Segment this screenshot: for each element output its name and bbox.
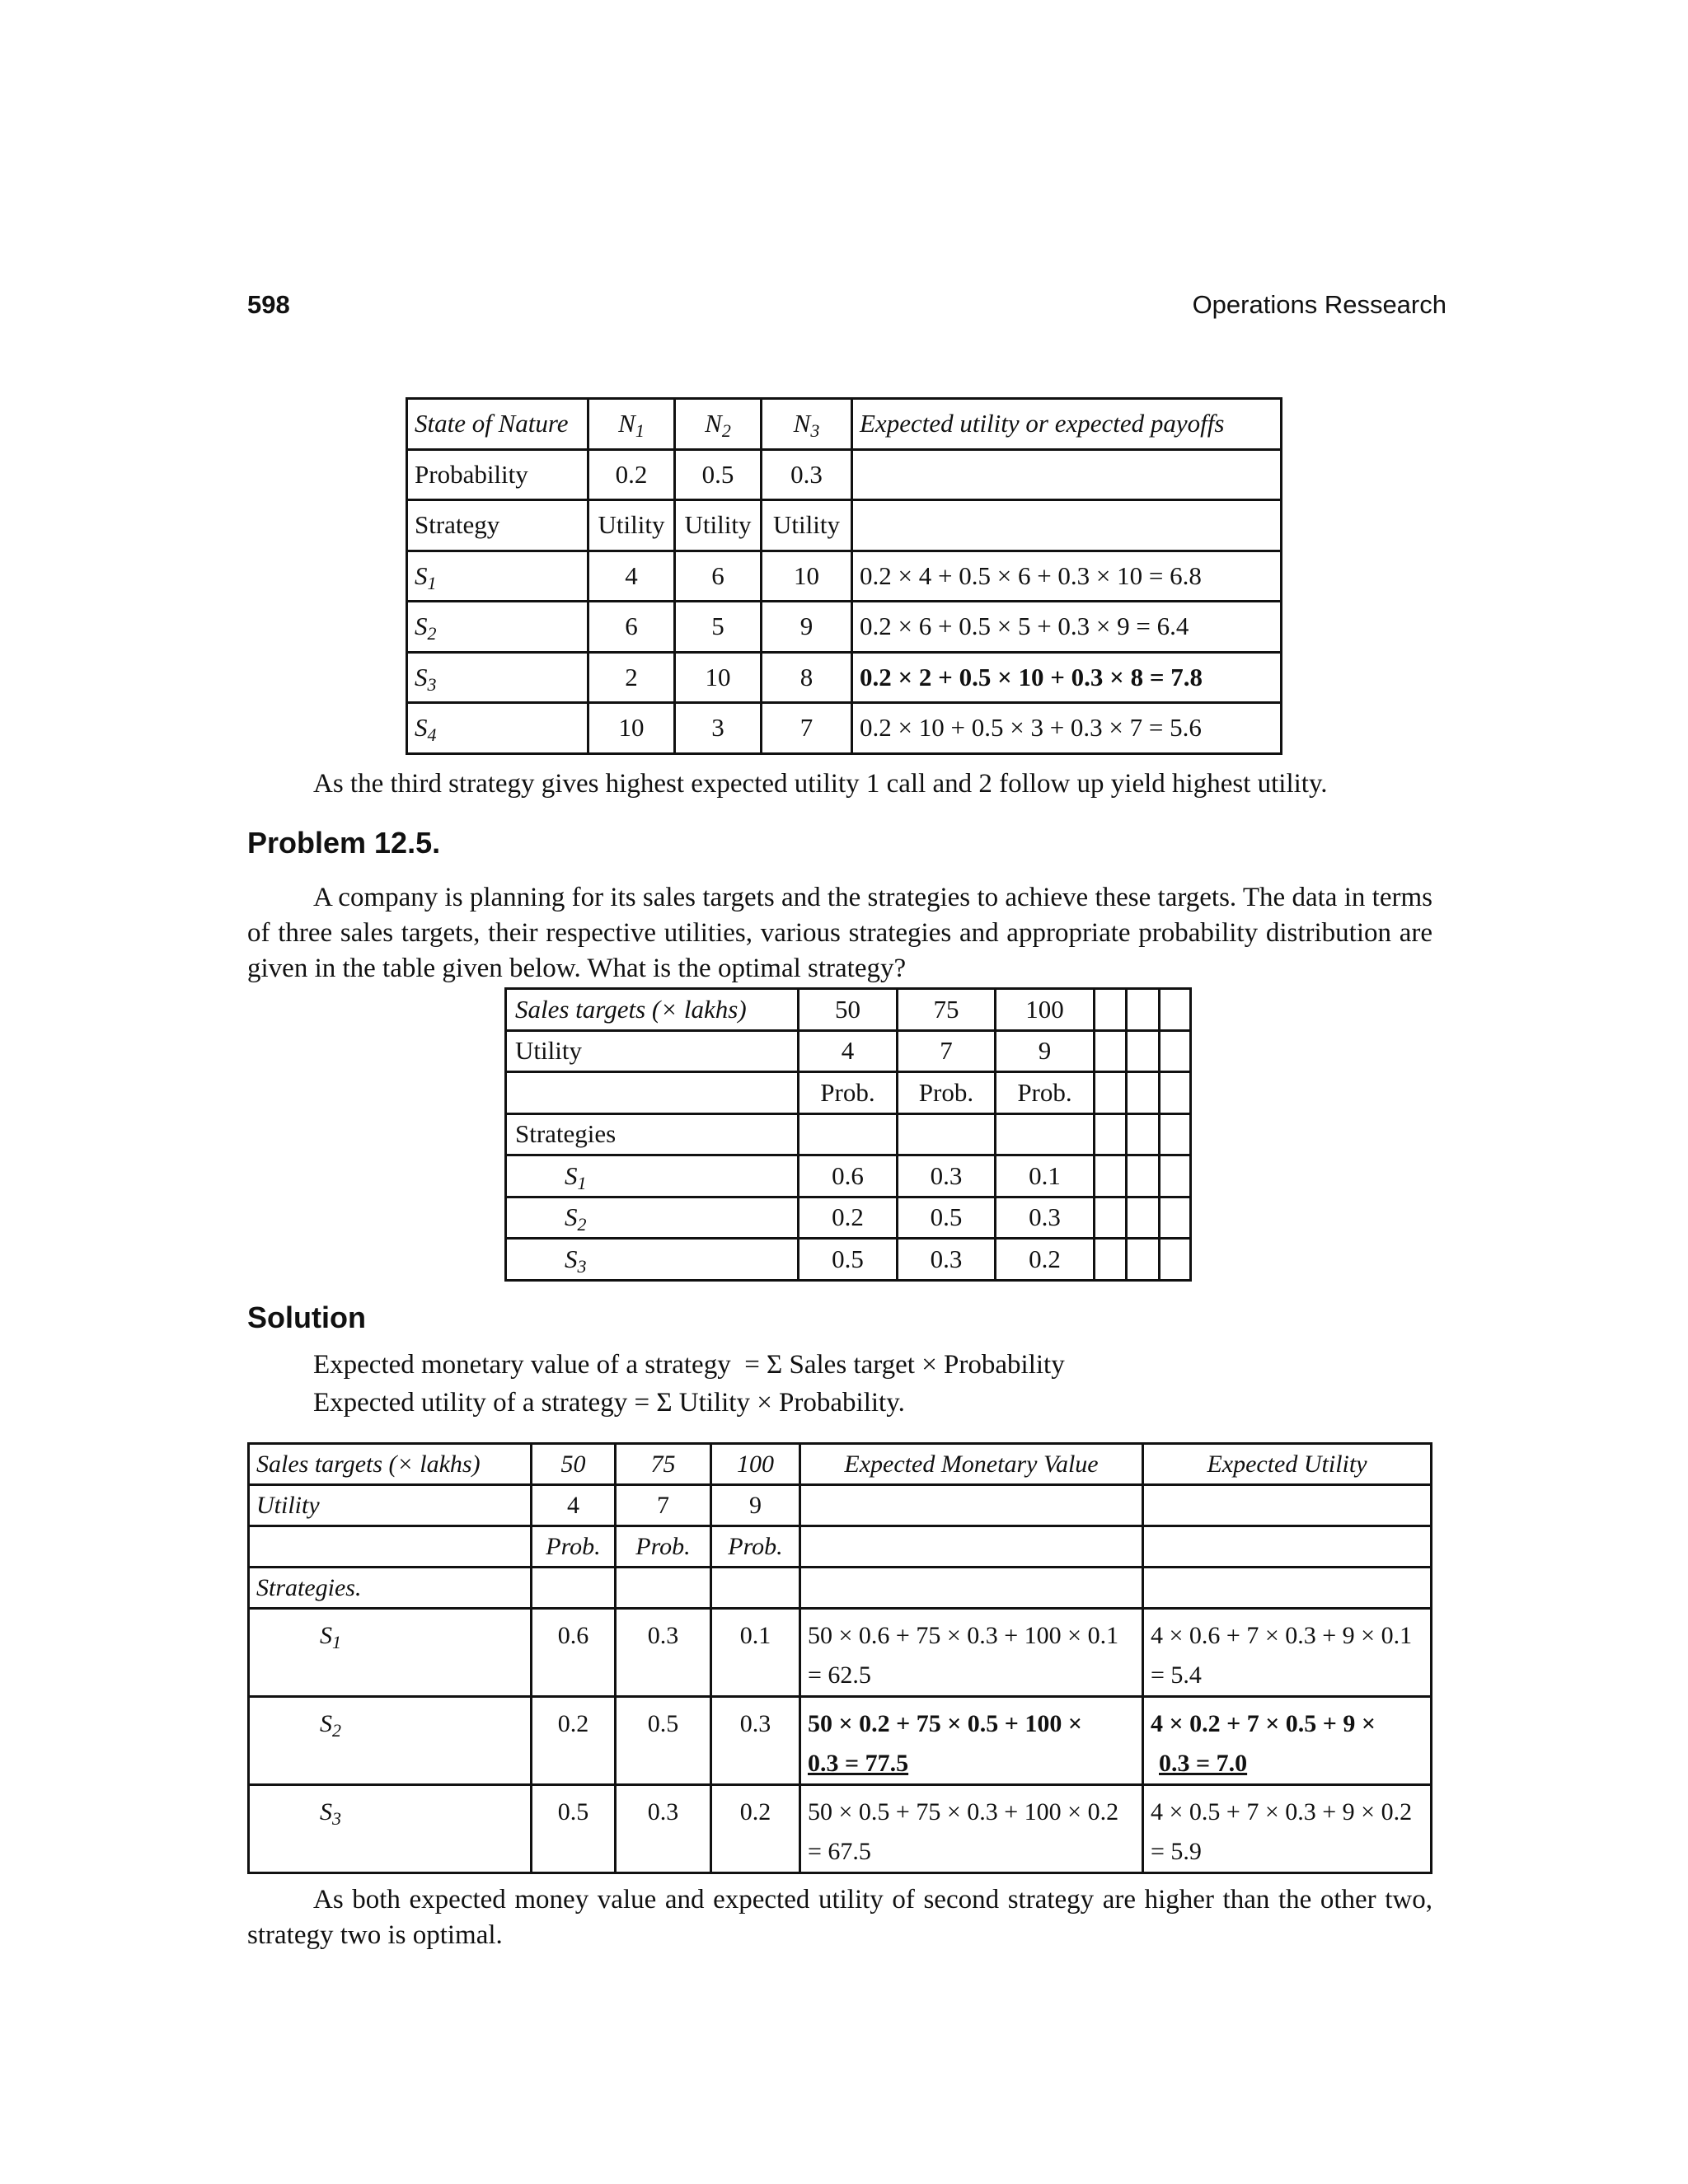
table-cell: Prob. bbox=[616, 1526, 711, 1568]
table-cell: 0.6 bbox=[532, 1609, 616, 1697]
table-cell: 0.2 bbox=[711, 1785, 800, 1873]
table-cell bbox=[800, 1568, 1143, 1609]
cell-line: 4 × 0.2 + 7 × 0.5 + 9 × bbox=[1151, 1710, 1376, 1737]
emv-formula: Expected monetary value of a strategy = Σ Sales target × Probability bbox=[313, 1350, 1065, 1380]
cell-line: 4 × 0.6 + 7 × 0.3 + 9 × 0.1 bbox=[1151, 1622, 1413, 1649]
table-row bbox=[249, 1444, 1432, 1485]
table-cell: 0.5 bbox=[616, 1697, 711, 1785]
table-cell: 5 bbox=[675, 602, 762, 653]
table-cell bbox=[852, 449, 1282, 500]
solution-table bbox=[247, 1442, 1432, 1874]
cell-subscript: 1 bbox=[635, 420, 645, 442]
table-cell bbox=[1160, 1155, 1191, 1197]
table-row bbox=[407, 703, 1282, 754]
table-cell: 9 bbox=[711, 1485, 800, 1526]
table-cell: 0.5 bbox=[675, 449, 762, 500]
eu-formula: Expected utility of a strategy = Σ Utility × Probability. bbox=[313, 1388, 905, 1418]
table-cell bbox=[532, 1568, 616, 1609]
table-cell: 0.2 × 6 + 0.5 × 5 + 0.3 × 9 = 6.4 bbox=[852, 602, 1282, 653]
table-cell: 7 bbox=[616, 1485, 711, 1526]
cell-subscript: 3 bbox=[332, 1808, 341, 1829]
utility-table bbox=[406, 397, 1282, 755]
table-cell: 0.6 bbox=[799, 1155, 898, 1197]
page-number: 598 bbox=[247, 290, 290, 319]
table-cell: 0.3 bbox=[996, 1197, 1095, 1239]
table-cell bbox=[852, 500, 1282, 551]
table-cell: 4 bbox=[588, 551, 675, 602]
table-cell: 8 bbox=[762, 652, 852, 703]
table-cell bbox=[1160, 1072, 1191, 1114]
table-cell: 0.2 × 4 + 0.5 × 6 + 0.3 × 10 = 6.8 bbox=[852, 551, 1282, 602]
table-row bbox=[249, 1697, 1432, 1785]
table-row bbox=[506, 1155, 1191, 1197]
table-cell bbox=[1143, 1609, 1432, 1697]
problem-paragraph: A company is planning for its sales targets and the strategies to achieve these targets. The data in terms of three sales targets, their respective utilities, various strategies and appropriate probability distribution are given in the table given below. What is the optimal strategy? bbox=[247, 883, 1432, 983]
table-cell: 50 bbox=[799, 989, 898, 1031]
table-cell: 0.2 bbox=[532, 1697, 616, 1785]
table-cell bbox=[407, 551, 588, 602]
cell-subscript: 2 bbox=[577, 1214, 587, 1235]
table-cell bbox=[762, 399, 852, 450]
table-row bbox=[506, 989, 1191, 1031]
table-row bbox=[249, 1526, 1432, 1568]
table-cell: 4 bbox=[799, 1030, 898, 1072]
table-cell bbox=[675, 399, 762, 450]
table-cell bbox=[1143, 1697, 1432, 1785]
table-row bbox=[249, 1785, 1432, 1873]
cell-subscript: 1 bbox=[332, 1632, 341, 1652]
table-cell: 10 bbox=[762, 551, 852, 602]
table-cell: Prob. bbox=[897, 1072, 996, 1114]
table-cell bbox=[1094, 1239, 1127, 1281]
table-cell: Probability bbox=[407, 449, 588, 500]
table-row bbox=[407, 500, 1282, 551]
table-row bbox=[249, 1485, 1432, 1526]
table-cell: Sales targets (× lakhs) bbox=[506, 989, 799, 1031]
cell-text: S bbox=[565, 1244, 578, 1273]
table-cell: Utility bbox=[506, 1030, 799, 1072]
table-cell bbox=[506, 1072, 799, 1114]
solution-heading: Solution bbox=[247, 1301, 366, 1334]
cell-subscript: 3 bbox=[427, 673, 437, 695]
table-cell bbox=[249, 1785, 532, 1873]
cell-line: 50 × 0.5 + 75 × 0.3 + 100 × 0.2 bbox=[808, 1798, 1119, 1825]
table-row bbox=[407, 551, 1282, 602]
table-cell: 6 bbox=[675, 551, 762, 602]
paragraph: As the third strategy gives highest expected utility 1 call and 2 follow up yield highest utility. bbox=[313, 769, 1328, 799]
table-cell bbox=[1127, 1197, 1160, 1239]
table-row bbox=[407, 652, 1282, 703]
cell-subscript: 3 bbox=[577, 1255, 587, 1277]
cell-text: S bbox=[415, 560, 428, 590]
table-cell: Prob. bbox=[532, 1526, 616, 1568]
table-cell: 0.3 bbox=[897, 1239, 996, 1281]
cell-line: 4 × 0.5 + 7 × 0.3 + 9 × 0.2 bbox=[1151, 1798, 1413, 1825]
cell-line: 50 × 0.6 + 75 × 0.3 + 100 × 0.1 bbox=[808, 1622, 1119, 1649]
cell-text: S bbox=[320, 1710, 332, 1737]
table-row bbox=[506, 1197, 1191, 1239]
table-cell: State of Nature bbox=[407, 399, 588, 450]
table-row bbox=[407, 399, 1282, 450]
table-row bbox=[506, 1072, 1191, 1114]
table-cell: 0.2 bbox=[799, 1197, 898, 1239]
table-row bbox=[407, 449, 1282, 500]
table-cell bbox=[1160, 1030, 1191, 1072]
table-cell bbox=[711, 1568, 800, 1609]
table-cell: 0.2 bbox=[996, 1239, 1095, 1281]
table-cell: Strategy bbox=[407, 500, 588, 551]
table-cell: Prob. bbox=[799, 1072, 898, 1114]
table-cell bbox=[407, 652, 588, 703]
table-cell: 10 bbox=[588, 703, 675, 754]
table-cell bbox=[249, 1697, 532, 1785]
table-cell bbox=[1094, 1113, 1127, 1155]
table-cell: 0.3 bbox=[616, 1785, 711, 1873]
table-cell bbox=[1160, 1197, 1191, 1239]
cell-text: S bbox=[415, 662, 428, 691]
cell-line: 50 × 0.2 + 75 × 0.5 + 100 × bbox=[808, 1710, 1082, 1737]
table-cell: 75 bbox=[897, 989, 996, 1031]
table-cell bbox=[249, 1526, 532, 1568]
table-cell: 100 bbox=[996, 989, 1095, 1031]
table-row bbox=[506, 1239, 1191, 1281]
cell-line: 0.3 = 77.5 bbox=[808, 1750, 909, 1777]
table-cell bbox=[506, 1155, 799, 1197]
cell-text: S bbox=[565, 1160, 578, 1190]
table-cell bbox=[1143, 1785, 1432, 1873]
table-cell bbox=[1127, 1030, 1160, 1072]
table-cell bbox=[1094, 1155, 1127, 1197]
table-cell: 10 bbox=[675, 652, 762, 703]
table-cell: 9 bbox=[762, 602, 852, 653]
table-cell: Expected Monetary Value bbox=[800, 1444, 1143, 1485]
cell-text: S bbox=[320, 1622, 332, 1649]
table-cell: Prob. bbox=[711, 1526, 800, 1568]
cell-subscript: 2 bbox=[721, 420, 731, 442]
table-cell: 0.3 bbox=[762, 449, 852, 500]
table-cell: 0.1 bbox=[711, 1609, 800, 1697]
cell-text: N bbox=[793, 409, 811, 438]
table-row bbox=[506, 1030, 1191, 1072]
table-cell: 6 bbox=[588, 602, 675, 653]
table-cell bbox=[1127, 1072, 1160, 1114]
cell-text: N bbox=[705, 409, 722, 438]
cell-subscript: 4 bbox=[427, 724, 437, 746]
table-cell: 50 bbox=[532, 1444, 616, 1485]
table-cell bbox=[1094, 1030, 1127, 1072]
table-row bbox=[249, 1609, 1432, 1697]
table-cell bbox=[1160, 1239, 1191, 1281]
table-cell: Expected Utility bbox=[1143, 1444, 1432, 1485]
table-cell bbox=[1127, 1239, 1160, 1281]
table-cell bbox=[506, 1239, 799, 1281]
cell-subscript: 1 bbox=[577, 1172, 587, 1193]
table-cell bbox=[1143, 1526, 1432, 1568]
problem-table bbox=[504, 987, 1192, 1282]
table-cell: 2 bbox=[588, 652, 675, 703]
table-cell bbox=[800, 1697, 1143, 1785]
cell-subscript: 3 bbox=[810, 420, 820, 442]
table-cell: 0.1 bbox=[996, 1155, 1095, 1197]
table-cell: Expected utility or expected payoffs bbox=[852, 399, 1282, 450]
table-cell bbox=[996, 1113, 1095, 1155]
cell-line: = 67.5 bbox=[808, 1838, 871, 1865]
table-row bbox=[407, 602, 1282, 653]
table-cell bbox=[800, 1609, 1143, 1697]
cell-subscript: 2 bbox=[332, 1720, 341, 1741]
cell-text: N bbox=[618, 409, 635, 438]
table-cell: 7 bbox=[762, 703, 852, 754]
cell-text: S bbox=[565, 1202, 578, 1232]
table-cell bbox=[1127, 1113, 1160, 1155]
table-cell bbox=[799, 1113, 898, 1155]
table-cell bbox=[616, 1568, 711, 1609]
problem-heading: Problem 12.5. bbox=[247, 826, 441, 860]
cell-subscript: 2 bbox=[427, 623, 437, 644]
table-cell bbox=[800, 1526, 1143, 1568]
table-cell bbox=[800, 1485, 1143, 1526]
table-row bbox=[506, 1113, 1191, 1155]
table-cell: 3 bbox=[675, 703, 762, 754]
table-cell bbox=[1160, 1113, 1191, 1155]
cell-text: S bbox=[415, 713, 428, 743]
table-cell: Strategies bbox=[506, 1113, 799, 1155]
table-cell: Utility bbox=[588, 500, 675, 551]
table-cell: 0.5 bbox=[897, 1197, 996, 1239]
table-cell bbox=[800, 1785, 1143, 1873]
table-cell: 0.3 bbox=[711, 1697, 800, 1785]
table-cell bbox=[1127, 989, 1160, 1031]
table-cell bbox=[1094, 1197, 1127, 1239]
table-cell: Utility bbox=[762, 500, 852, 551]
cell-line: = 62.5 bbox=[808, 1661, 871, 1689]
table-cell bbox=[1160, 989, 1191, 1031]
table-cell: 100 bbox=[711, 1444, 800, 1485]
table-cell bbox=[249, 1609, 532, 1697]
table-cell bbox=[407, 703, 588, 754]
conclusion-paragraph: As both expected money value and expected utility of second strategy are higher than the other two, strategy two is optimal. bbox=[247, 1885, 1432, 1950]
table-cell: Sales targets (× lakhs) bbox=[249, 1444, 532, 1485]
table-cell: Utility bbox=[249, 1485, 532, 1526]
table-cell bbox=[1094, 989, 1127, 1031]
table-cell bbox=[588, 399, 675, 450]
table-cell: 0.5 bbox=[532, 1785, 616, 1873]
table-cell: Utility bbox=[675, 500, 762, 551]
table-cell: 7 bbox=[897, 1030, 996, 1072]
table-cell bbox=[1143, 1485, 1432, 1526]
table-cell bbox=[897, 1113, 996, 1155]
table-row bbox=[249, 1568, 1432, 1609]
table-cell: 0.5 bbox=[799, 1239, 898, 1281]
running-head: Operations Ressearch bbox=[1192, 290, 1447, 319]
table-cell: 9 bbox=[996, 1030, 1095, 1072]
cell-line: = 5.4 bbox=[1151, 1661, 1202, 1689]
table-cell: 75 bbox=[616, 1444, 711, 1485]
cell-text: S bbox=[320, 1798, 332, 1825]
table-cell: 0.2 bbox=[588, 449, 675, 500]
table-cell: 0.2 × 2 + 0.5 × 10 + 0.3 × 8 = 7.8 bbox=[852, 652, 1282, 703]
table-cell: 4 bbox=[532, 1485, 616, 1526]
cell-line: = 5.9 bbox=[1151, 1838, 1202, 1865]
table-cell: Strategies. bbox=[249, 1568, 532, 1609]
table-cell bbox=[1127, 1155, 1160, 1197]
table-cell bbox=[506, 1197, 799, 1239]
table-cell bbox=[1143, 1568, 1432, 1609]
cell-subscript: 1 bbox=[427, 572, 437, 593]
table-cell bbox=[1094, 1072, 1127, 1114]
table-cell bbox=[407, 602, 588, 653]
table-cell: 0.3 bbox=[897, 1155, 996, 1197]
cell-line: 0.3 = 7.0 bbox=[1159, 1750, 1248, 1777]
table-cell: 0.2 × 10 + 0.5 × 3 + 0.3 × 7 = 5.6 bbox=[852, 703, 1282, 754]
table-cell: Prob. bbox=[996, 1072, 1095, 1114]
cell-text: S bbox=[415, 612, 428, 641]
table-cell: 0.3 bbox=[616, 1609, 711, 1697]
